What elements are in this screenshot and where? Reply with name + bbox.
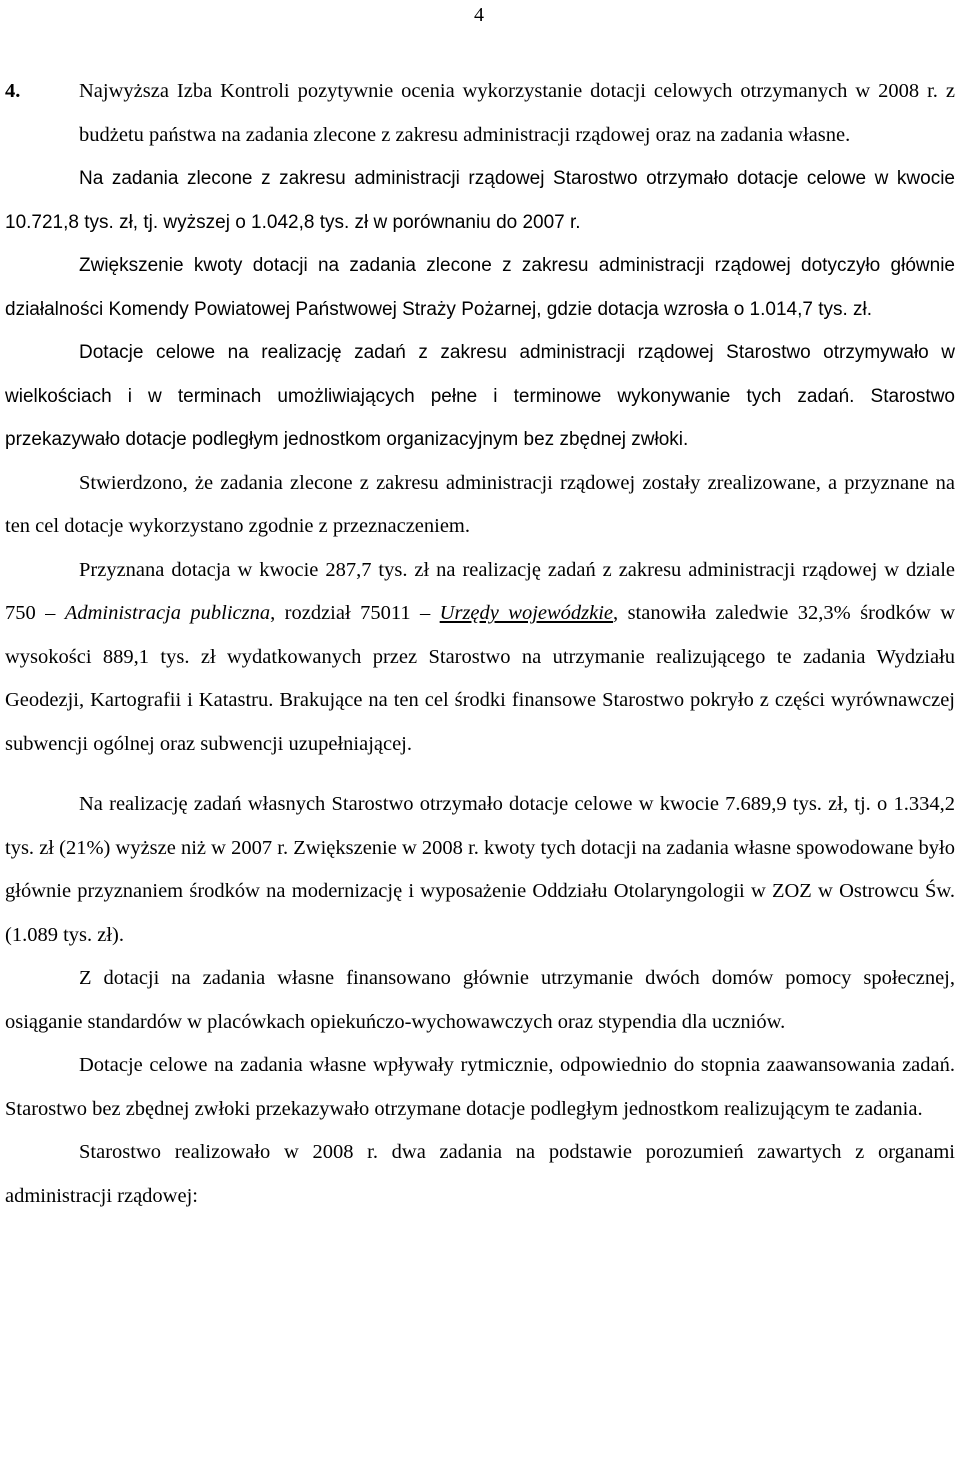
rozdzial-75011-name: Urzędy wojewódzkie bbox=[439, 602, 614, 624]
dzial-750-text-c: , rozdział 75011 – bbox=[270, 602, 440, 624]
paragraph-porozumienia: Starostwo realizowało w 2008 r. dwa zadania na podstawie porozumień zawartych z organami administracji rządowej: bbox=[5, 1141, 955, 1207]
dzial-750-text-e: , stanowiła zaledwie 32,3% środków w wysokości 889,1 tys. zł wydatkowanych przez Starostwo na utrzymanie realizującego te zadania Wydziału Geodezji, Kartografii i Katastru. Brakujące na ten cel środki finansowe Starostwo pokryło z części wyrównawczej subwencji ogólnej oraz subwencji uzupełniającej. bbox=[5, 602, 955, 755]
paragraph-zlecone-dotacje: Na zadania zlecone z zakresu administracji rządowej Starostwo otrzymało dotacje celowe w kwocie 10.721,8 tys. zł, tj. wyższej o 1.042,8 tys. zł w porównaniu do 2007 r. bbox=[5, 168, 955, 233]
dzial-750-name: Administracja publiczna bbox=[64, 602, 271, 624]
dzial-750-text-a: Przyznana dotacja w kwocie 287,7 tys. zł na realizację zadań z zakresu administracji rządowej w dziale 750 – bbox=[5, 558, 955, 624]
paragraph-finansowanie-wlasne: Z dotacji na zadania własne finansowano głównie utrzymanie dwóch domów pomocy społecznej, osiąganie standardów w placówkach opiekuńczo-wychowawczych oraz stypendia dla uczniów. bbox=[5, 967, 955, 1033]
paragraph-stwierdzono: Stwierdzono, że zadania zlecone z zakresu administracji rządowej zostały zrealizowane, a przyznane na ten cel dotacje wykorzystano zgodnie z przeznaczeniem. bbox=[5, 471, 955, 537]
document-body bbox=[5, 70, 955, 1218]
paragraph-zwiekszenie: Zwiększenie kwoty dotacji na zadania zlecone z zakresu administracji rządowej dotyczyło głównie działalności Komendy Powiatowej Państwowej Straży Pożarnej, gdzie dotacja wzrosła o 1.014,7 tys. zł. bbox=[5, 255, 955, 320]
section-4-intro bbox=[5, 70, 955, 157]
paragraph-zadania-wlasne: Na realizację zadań własnych Starostwo otrzymało dotacje celowe w kwocie 7.689,9 tys. zł, tj. o 1.334,2 tys. zł (21%) wyższe niż w 2007 r. Zwiększenie w 2008 r. kwoty tych dotacji na zadania własne spowodowane było głównie przyznaniem środków na modernizację i wyposażenie Oddziału Otolaryngologii w ZOZ w Ostrowcu Św. (1.089 tys. zł). bbox=[5, 793, 955, 946]
page-number: 4 bbox=[474, 4, 484, 26]
paragraph-terminowosc: Dotacje celowe na realizację zadań z zakresu administracji rządowej Starostwo otrzymywało w wielkościach i w terminach umożliwiających pełne i terminowe wykonywanie tych zadań. Starostwo przekazywało dotacje podległym jednostkom organizacyjnym bez zbędnej zwłoki. bbox=[5, 342, 955, 450]
section-number: 4. bbox=[5, 80, 21, 102]
paragraph-dzial-750 bbox=[5, 549, 955, 767]
paragraph-rytmicznosc: Dotacje celowe na zadania własne wpływały rytmicznie, odpowiednio do stopnia zaawansowania zadań. Starostwo bez zbędnej zwłoki przekazywało otrzymane dotacje podległym jednostkom realizującym te zadania. bbox=[5, 1054, 955, 1120]
section-intro-text: Najwyższa Izba Kontroli pozytywnie ocenia wykorzystanie dotacji celowych otrzymanych w 2008 r. z budżetu państwa na zadania zlecone z zakresu administracji rządowej oraz na zadania własne. bbox=[79, 80, 955, 146]
